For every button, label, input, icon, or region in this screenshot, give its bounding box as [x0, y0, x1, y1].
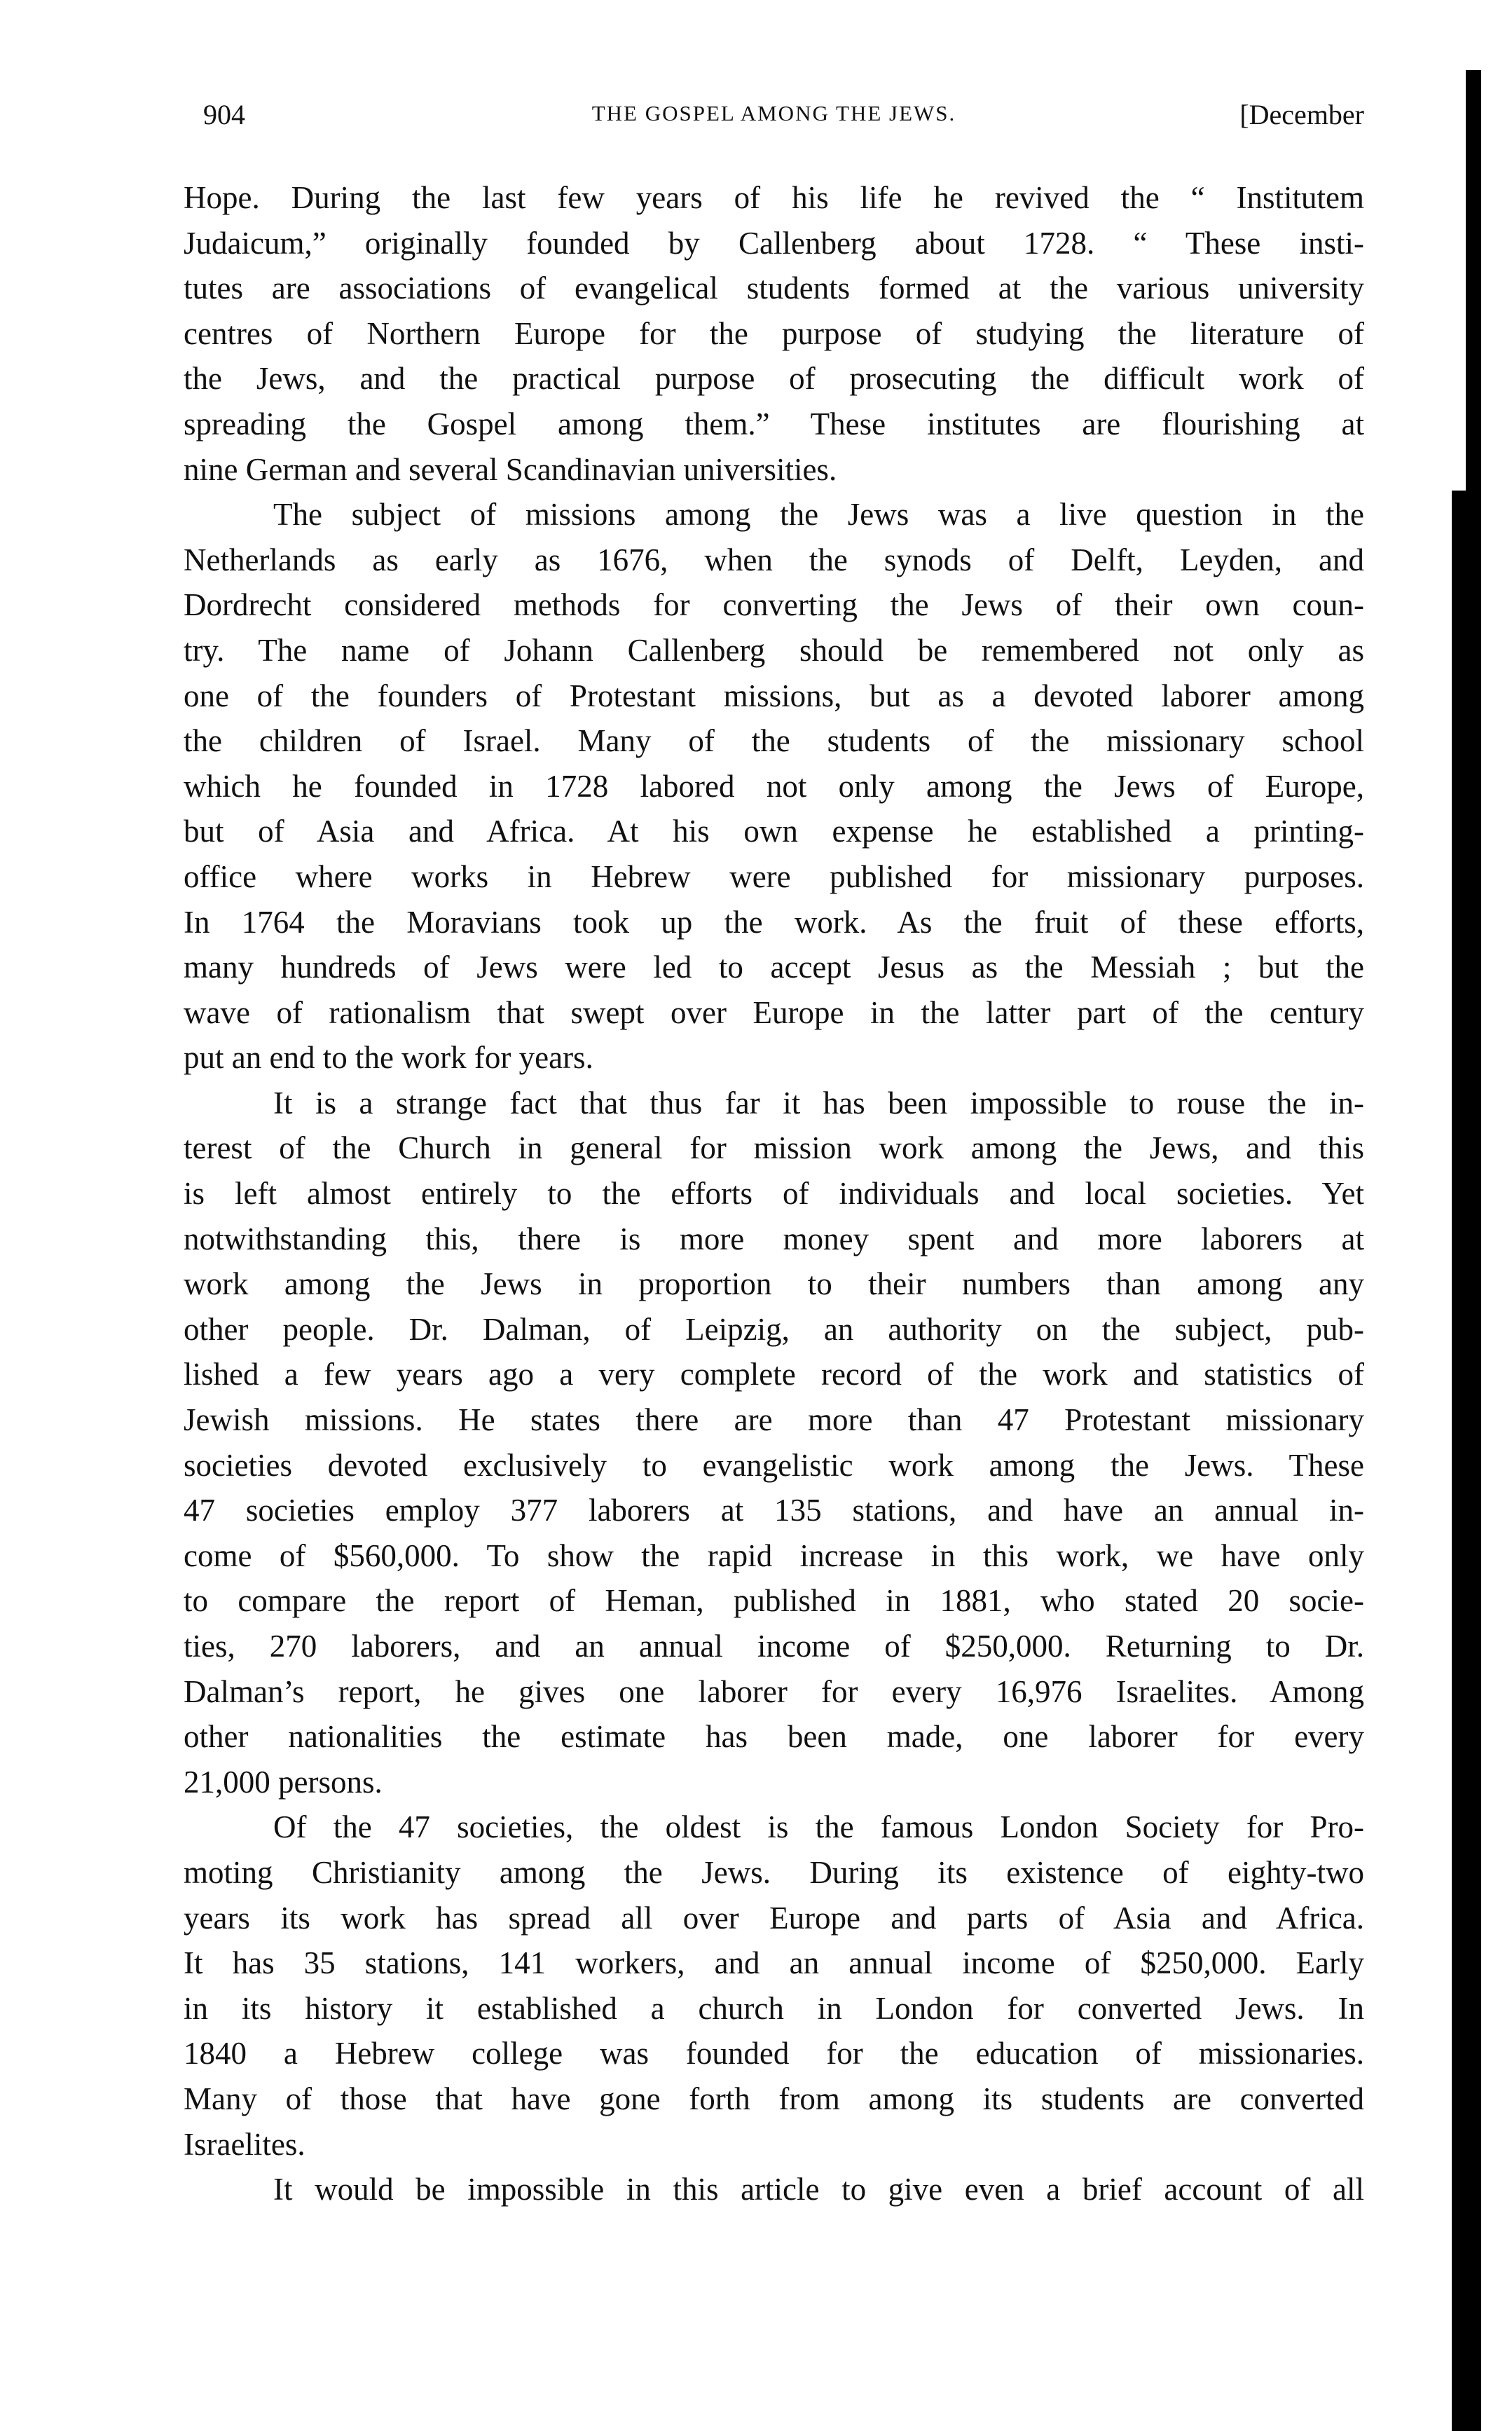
text-line: 21,000 persons. — [184, 1764, 383, 1800]
text-line: societies devoted exclusively to evangelistic work among the Jews. These — [184, 1447, 1364, 1483]
running-header — [184, 98, 1364, 140]
text-line: notwithstanding this, there is more money spent and more laborers at — [184, 1221, 1364, 1256]
paragraph — [184, 2167, 1364, 2212]
text-line: one of the founders of Protestant missions, but as a devoted laborer among — [184, 678, 1364, 713]
text-line: Dordrecht considered methods for converting the Jews of their own coun- — [184, 587, 1364, 623]
text-line: is left almost entirely to the efforts of individuals and local societies. Yet — [184, 1176, 1364, 1212]
text-line: 47 societies employ 377 laborers at 135 stations, and have an annual in- — [184, 1493, 1364, 1528]
text-line: Netherlands as early as 1676, when the synods of Delft, Leyden, and — [184, 542, 1364, 577]
text-line: the children of Israel. Many of the students of the missionary school — [184, 723, 1364, 759]
scan-edge-shadow-lower — [1452, 491, 1481, 2431]
paragraph — [184, 1805, 1364, 2167]
text-line: but of Asia and Africa. At his own expense he established a printing- — [184, 814, 1364, 849]
header-month: [December — [1239, 99, 1364, 130]
text-line: centres of Northern Europe for the purpose of studying the literature of — [184, 315, 1364, 351]
running-title: THE GOSPEL AMONG THE JEWS. — [591, 101, 956, 125]
text-line: wave of rationalism that swept over Europe in the latter part of the century — [184, 994, 1364, 1030]
text-line: which he founded in 1728 labored not only among the Jews of Europe, — [184, 768, 1364, 804]
text-line: Judaicum,” originally founded by Callenberg about 1728. “ These insti- — [184, 225, 1364, 261]
text-line: Jewish missions. He states there are more than 47 Protestant missionary — [184, 1402, 1364, 1438]
text-line: terest of the Church in general for mission work among the Jews, and this — [184, 1130, 1364, 1166]
text-line: Dalman’s report, he gives one laborer for every 16,976 Israelites. Among — [184, 1673, 1364, 1709]
text-line: It is a strange fact that thus far it has been impossible to rouse the in- — [273, 1085, 1364, 1121]
text-line: to compare the report of Heman, published in 1881, who stated 20 socie- — [184, 1583, 1364, 1619]
text-line: come of $560,000. To show the rapid increase in this work, we have only — [184, 1538, 1364, 1573]
paragraph — [184, 492, 1364, 1081]
text-line: tutes are associations of evangelical students formed at the various university — [184, 271, 1364, 306]
text-line: moting Christianity among the Jews. During its existence of eighty-two — [184, 1854, 1364, 1890]
text-line: Of the 47 societies, the oldest is the famous London Society for Pro- — [273, 1809, 1364, 1845]
text-line: work among the Jews in proportion to their numbers than among any — [184, 1266, 1364, 1302]
text-line: spreading the Gospel among them.” These institutes are flourishing at — [184, 406, 1364, 441]
text-line: It would be impossible in this article to give even a brief account of all — [273, 2172, 1364, 2207]
text-line: office where works in Hebrew were published for missionary purposes. — [184, 858, 1364, 894]
article-body — [184, 175, 1364, 2212]
text-line: Israelites. — [184, 2126, 305, 2162]
text-line: years its work has spread all over Europe and parts of Asia and Africa. — [184, 1900, 1364, 1936]
text-line: many hundreds of Jews were led to accept Jesus as the Messiah ; but the — [184, 950, 1364, 985]
text-line: other nationalities the estimate has been made, one laborer for every — [184, 1719, 1364, 1755]
text-line: 1840 a Hebrew college was founded for the education of missionaries. — [184, 2036, 1364, 2072]
paragraph — [184, 1081, 1364, 1805]
text-line: Hope. During the last few years of his life he revived the “ Institutem — [184, 180, 1364, 215]
page-number: 904 — [203, 99, 245, 130]
text-line: The subject of missions among the Jews was a live question in the — [273, 497, 1364, 533]
text-line: In 1764 the Moravians took up the work. As the fruit of these efforts, — [184, 904, 1364, 940]
text-line: the Jews, and the practical purpose of prosecuting the difficult work of — [184, 361, 1364, 397]
text-line: lished a few years ago a very complete record of the work and statistics of — [184, 1357, 1364, 1392]
text-line: nine German and several Scandinavian universities. — [184, 451, 837, 487]
text-line: put an end to the work for years. — [184, 1040, 593, 1076]
text-line: Many of those that have gone forth from among its students are converted — [184, 2081, 1364, 2116]
text-line: in its history it established a church in London for converted Jews. In — [184, 1990, 1364, 2026]
text-line: ties, 270 laborers, and an annual income of $250,000. Returning to Dr. — [184, 1629, 1364, 1664]
text-line: other people. Dr. Dalman, of Leipzig, an authority on the subject, pub- — [184, 1311, 1364, 1347]
text-line: It has 35 stations, 141 workers, and an annual income of $250,000. Early — [184, 1945, 1364, 1981]
paragraph — [184, 175, 1364, 492]
text-line: try. The name of Johann Callenberg should be remembered not only as — [184, 632, 1364, 668]
